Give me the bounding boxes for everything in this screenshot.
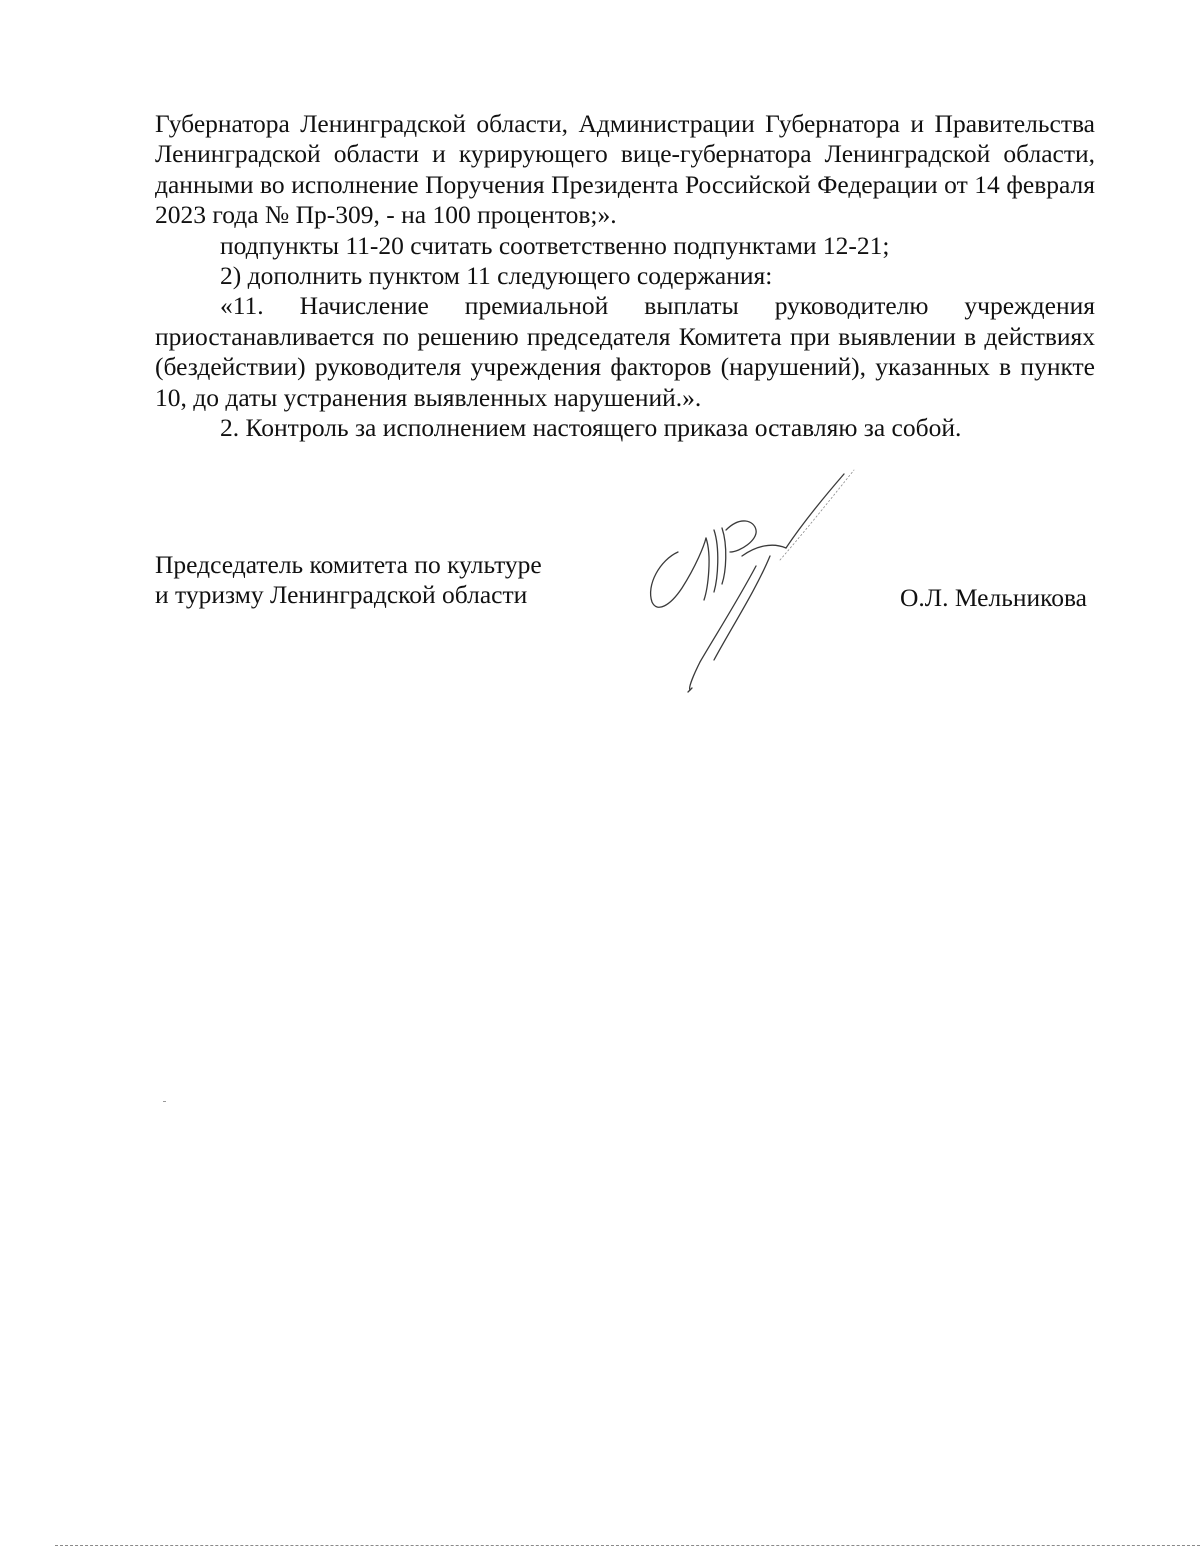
signatory-position — [155, 550, 542, 611]
paragraph-clause-11: «11. Начисление премиальной выплаты руководителю учреждения приостанавливается по решению председателя Комитета при выявлении в действиях (бездействии) руководителя учреждения факторов (нарушений), указанных в пункте 10, до даты устранения выявленных нарушений.». — [155, 291, 1095, 412]
position-line-1: Председатель комитета по культуре — [155, 550, 542, 579]
paragraph-control: 2. Контроль за исполнением настоящего приказа оставляю за собой. — [220, 413, 962, 443]
scan-speck — [163, 1101, 166, 1102]
position-line-2: и туризму Ленинградской области — [155, 580, 528, 610]
document-body — [155, 109, 1095, 443]
signer-name: О.Л. Мельникова — [900, 583, 1088, 612]
page-bottom-rule — [55, 1545, 1200, 1546]
handwritten-signature — [630, 460, 870, 700]
paragraph-continuation: Губернатора Ленинградской области, Администрации Губернатора и Правительства Ленинградской области и курирующего вице-губернатора Ленинградской области, данными во исполнение Поручения Президента Российской Федерации от 14 февраля 2023 года № Пр-309, - на 100 процентов;». — [155, 109, 1095, 230]
paragraph-subpoints: подпункты 11-20 считать соответственно подпунктами 12-21; — [220, 230, 890, 260]
paragraph-item-2: 2) дополнить пунктом 11 следующего содержания: — [220, 261, 773, 291]
